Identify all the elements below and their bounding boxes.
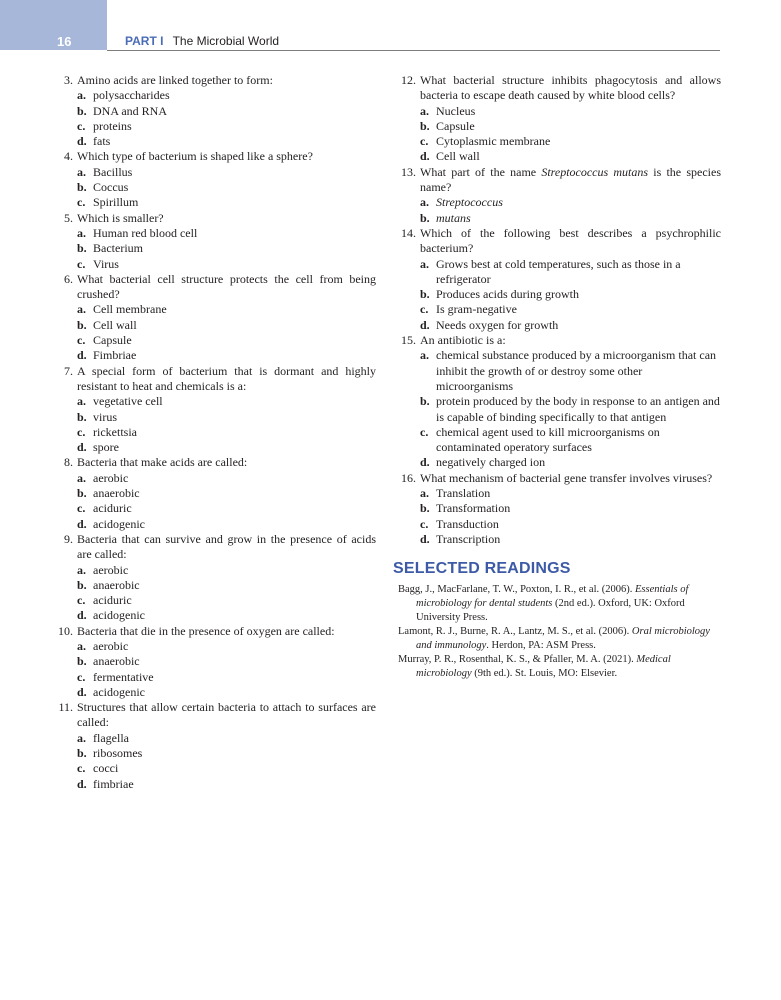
option-letter: c. xyxy=(420,516,429,531)
answer-option xyxy=(50,134,376,149)
reading-publisher: (2nd ed.). Oxford, UK: Oxford University Press. xyxy=(416,597,685,623)
answer-option xyxy=(393,501,721,516)
answer-option xyxy=(50,88,376,103)
part-title: The Microbial World xyxy=(172,34,280,48)
answer-option xyxy=(50,486,376,501)
answer-option xyxy=(393,134,721,149)
question-number: 12. xyxy=(401,73,416,87)
option-text: chemical agent used to kill microorganisms on contaminated operatory surfaces xyxy=(436,424,660,455)
option-text: rickettsia xyxy=(93,424,137,439)
answer-option xyxy=(393,104,721,119)
running-head xyxy=(125,34,279,48)
question-text: Structures that allow certain bacteria to attach to surfaces are called: xyxy=(77,700,376,730)
question-number: 14. xyxy=(401,225,416,240)
answer-option xyxy=(393,394,721,425)
answer-option xyxy=(50,639,376,654)
answer-option xyxy=(50,731,376,746)
option-letter: a. xyxy=(77,394,86,409)
answer-option xyxy=(50,104,376,119)
answer-option xyxy=(393,211,721,226)
option-letter: a. xyxy=(420,195,429,210)
option-text: DNA and RNA xyxy=(93,103,167,118)
option-letter: d. xyxy=(77,776,87,791)
option-letter: a. xyxy=(420,256,429,271)
answer-option xyxy=(393,348,721,394)
answer-option xyxy=(50,165,376,180)
option-letter: a. xyxy=(77,302,86,317)
option-letter: b. xyxy=(420,394,430,409)
question-text: What part of the name xyxy=(420,164,542,179)
answer-option xyxy=(50,578,376,593)
question xyxy=(50,272,376,303)
option-text: cocci xyxy=(93,761,119,776)
answer-option xyxy=(50,257,376,272)
answer-option xyxy=(50,440,376,455)
option-letter: a. xyxy=(77,562,86,577)
answer-option xyxy=(50,241,376,256)
question-text: Bacteria that die in the presence of oxygen are called: xyxy=(77,623,335,638)
question-number: 13. xyxy=(401,164,416,179)
answer-option xyxy=(50,746,376,761)
question-number: 8. xyxy=(64,455,73,470)
answer-option xyxy=(50,425,376,440)
reading-authors: Lamont, R. J., Burne, R. A., Lantz, M. S., et al. (2006). xyxy=(398,625,632,637)
option-text: Capsule xyxy=(436,118,475,133)
option-text: aerobic xyxy=(93,638,129,653)
question-text: An antibiotic is a: xyxy=(420,333,506,348)
answer-option xyxy=(50,608,376,623)
option-text: acidogenic xyxy=(93,684,145,699)
answer-option xyxy=(393,119,721,134)
question-number: 4. xyxy=(64,149,73,164)
answer-option xyxy=(393,455,721,470)
question-text: A special form of bacterium that is dormant and highly resistant to heat and chemicals is a: xyxy=(77,363,376,393)
option-letter: b. xyxy=(420,118,430,133)
reading-publisher: (9th ed.). St. Louis, MO: Elsevier. xyxy=(471,667,618,679)
option-text: aciduric xyxy=(93,501,132,516)
option-text: Produces acids during growth xyxy=(436,287,579,302)
page-number: 16 xyxy=(57,34,72,49)
reading-authors: Bagg, J., MacFarlane, T. W., Poxton, I. R., et al. (2006). xyxy=(398,583,635,595)
answer-option xyxy=(393,195,721,210)
option-letter: c. xyxy=(77,501,86,516)
reading-title: Medical microbiology xyxy=(416,653,671,679)
option-text: anaerobic xyxy=(93,577,140,592)
answer-option xyxy=(393,532,721,547)
question-number: 3. xyxy=(64,73,73,87)
question-number: 9. xyxy=(64,531,73,546)
option-letter: a. xyxy=(420,486,429,501)
option-letter: c. xyxy=(420,424,429,439)
option-text: Bacterium xyxy=(93,241,143,256)
question-text: Which of the following best describes a psychrophilic bacterium? xyxy=(420,225,721,256)
answer-option xyxy=(393,149,721,164)
option-letter: a. xyxy=(77,730,86,745)
option-letter: b. xyxy=(77,180,87,195)
reading-authors: Murray, P. R., Rosenthal, K. S., & Pfaller, M. A. (2021). xyxy=(398,653,637,665)
option-text: Is gram-negative xyxy=(436,302,517,317)
option-text: mutans xyxy=(436,210,471,225)
option-letter: b. xyxy=(420,287,430,302)
question-number: 6. xyxy=(64,271,73,286)
page-number-tab xyxy=(0,0,107,50)
option-letter: b. xyxy=(77,577,87,592)
option-letter: d. xyxy=(77,516,87,531)
answer-option xyxy=(50,318,376,333)
answer-option xyxy=(393,486,721,501)
question xyxy=(50,149,376,164)
question-number: 16. xyxy=(401,470,416,485)
answer-option xyxy=(393,257,721,288)
option-text: protein produced by the body in response to an antigen and is capable of binding specifically to that antigen xyxy=(436,394,720,424)
option-letter: a. xyxy=(77,470,86,485)
option-text: Coccus xyxy=(93,180,129,195)
option-text: Human red blood cell xyxy=(93,225,198,240)
option-text: acidogenic xyxy=(93,516,145,531)
answer-option xyxy=(393,425,721,456)
option-letter: b. xyxy=(77,486,87,501)
question-text: What bacterial structure inhibits phagocytosis and allows bacteria to escape death caused by white blood cells? xyxy=(420,73,721,103)
option-letter: d. xyxy=(420,317,430,332)
option-text: Transformation xyxy=(436,501,511,516)
option-letter: b. xyxy=(77,103,87,118)
option-letter: b. xyxy=(420,210,430,225)
option-letter: a. xyxy=(420,103,429,118)
option-text: Translation xyxy=(436,486,491,501)
answer-option xyxy=(50,777,376,792)
option-text: Cell wall xyxy=(436,149,480,164)
answer-option xyxy=(393,302,721,317)
question xyxy=(393,73,721,104)
option-letter: c. xyxy=(77,424,86,439)
option-text: aerobic xyxy=(93,562,129,577)
right-questions xyxy=(393,73,721,547)
option-text: Nucleus xyxy=(436,103,476,118)
option-text: aciduric xyxy=(93,593,132,608)
option-text: polysaccharides xyxy=(93,88,170,103)
option-letter: c. xyxy=(77,593,86,608)
answer-option xyxy=(50,501,376,516)
question xyxy=(50,364,376,395)
question xyxy=(50,455,376,470)
answer-option xyxy=(50,348,376,363)
question xyxy=(50,700,376,731)
answer-option xyxy=(50,302,376,317)
question xyxy=(50,532,376,563)
answer-option xyxy=(50,226,376,241)
reading-entry xyxy=(398,625,721,653)
answer-option xyxy=(50,471,376,486)
answer-option xyxy=(50,195,376,210)
option-letter: d. xyxy=(77,134,87,149)
question-number: 15. xyxy=(401,333,416,348)
question-number: 10. xyxy=(58,623,73,638)
answer-option xyxy=(50,410,376,425)
option-text: anaerobic xyxy=(93,486,140,501)
question xyxy=(393,226,721,257)
answer-option xyxy=(50,670,376,685)
option-text: Transcription xyxy=(436,531,501,546)
answer-option xyxy=(50,654,376,669)
left-column xyxy=(50,73,376,792)
reading-title: Oral microbiology and immunology xyxy=(416,625,710,651)
option-text: aerobic xyxy=(93,470,129,485)
option-letter: c. xyxy=(77,118,86,133)
question-text: What mechanism of bacterial gene transfer involves viruses? xyxy=(420,470,713,485)
option-text: chemical substance produced by a microorganism that can inhibit the growth of or destroy some other microorganisms xyxy=(436,348,717,393)
question xyxy=(50,73,376,88)
answer-option xyxy=(50,119,376,134)
question-text: Amino acids are linked together to form: xyxy=(77,73,273,87)
option-text: proteins xyxy=(93,118,132,133)
option-letter: c. xyxy=(77,761,86,776)
reading-entry xyxy=(398,583,721,625)
question-text: Which is smaller? xyxy=(77,210,164,225)
question xyxy=(393,333,721,348)
option-text: fermentative xyxy=(93,669,154,684)
reading-title: Essentials of microbiology for dental students xyxy=(416,583,689,609)
header-rule xyxy=(107,50,720,51)
option-letter: c. xyxy=(420,134,429,149)
question-number: 7. xyxy=(64,363,73,378)
option-text: fats xyxy=(93,134,111,149)
question xyxy=(50,624,376,639)
part-label: PART I xyxy=(125,34,164,48)
reading-entry xyxy=(398,653,721,681)
question xyxy=(393,165,721,196)
option-letter: d. xyxy=(420,455,430,470)
answer-option xyxy=(50,563,376,578)
answer-option xyxy=(50,517,376,532)
option-text: Cell membrane xyxy=(93,302,167,317)
option-letter: c. xyxy=(77,256,86,271)
option-letter: d. xyxy=(420,531,430,546)
reading-publisher: . Herdon, PA: ASM Press. xyxy=(486,639,596,651)
option-text: Transduction xyxy=(436,516,499,531)
question-text: Bacteria that make acids are called: xyxy=(77,455,248,470)
readings-list xyxy=(393,583,721,681)
option-letter: d. xyxy=(77,440,87,455)
option-text: Spirillum xyxy=(93,195,139,210)
option-text: negatively charged ion xyxy=(436,455,546,470)
option-letter: a. xyxy=(77,638,86,653)
option-text: Grows best at cold temperatures, such as those in a refrigerator xyxy=(436,256,681,286)
option-text: Cytoplasmic membrane xyxy=(436,134,551,149)
option-text: Streptococcus xyxy=(436,195,503,210)
question-number: 5. xyxy=(64,210,73,225)
option-text: flagella xyxy=(93,730,129,745)
answer-option xyxy=(50,394,376,409)
option-text: acidogenic xyxy=(93,608,145,623)
option-text: Cell wall xyxy=(93,317,137,332)
option-letter: c. xyxy=(77,669,86,684)
answer-option xyxy=(393,318,721,333)
option-letter: a. xyxy=(77,164,86,179)
question-number: 11. xyxy=(58,700,73,715)
option-letter: d. xyxy=(420,149,430,164)
option-letter: c. xyxy=(77,333,86,348)
option-letter: a. xyxy=(77,225,86,240)
option-text: Bacillus xyxy=(93,164,133,179)
option-text: Virus xyxy=(93,256,119,271)
answer-option xyxy=(50,593,376,608)
option-letter: b. xyxy=(77,317,87,332)
option-letter: a. xyxy=(420,348,429,363)
question xyxy=(50,211,376,226)
option-letter: c. xyxy=(77,195,86,210)
option-text: ribosomes xyxy=(93,746,143,761)
question-text: Which type of bacterium is shaped like a sphere? xyxy=(77,149,313,164)
option-letter: b. xyxy=(77,654,87,669)
option-letter: b. xyxy=(420,501,430,516)
option-text: Capsule xyxy=(93,333,132,348)
option-letter: d. xyxy=(77,684,87,699)
answer-option xyxy=(50,333,376,348)
answer-option xyxy=(50,180,376,195)
right-column xyxy=(393,73,721,681)
option-text: vegetative cell xyxy=(93,394,163,409)
option-text: Needs oxygen for growth xyxy=(436,317,559,332)
option-text: anaerobic xyxy=(93,654,140,669)
option-text: virus xyxy=(93,409,117,424)
question-text-italic: Streptococcus mutans xyxy=(541,164,649,179)
option-text: Fimbriae xyxy=(93,348,137,363)
answer-option xyxy=(50,685,376,700)
option-letter: c. xyxy=(420,302,429,317)
option-letter: b. xyxy=(77,746,87,761)
option-letter: d. xyxy=(77,608,87,623)
question-text: What bacterial cell structure protects the cell from being crushed? xyxy=(77,271,376,302)
option-letter: a. xyxy=(77,88,86,103)
option-letter: b. xyxy=(77,241,87,256)
option-text: spore xyxy=(93,440,119,455)
option-text: fimbriae xyxy=(93,776,134,791)
answer-option xyxy=(393,517,721,532)
selected-readings-title: SELECTED READINGS xyxy=(393,560,571,578)
question-text: Bacteria that can survive and grow in the presence of acids are called: xyxy=(77,531,376,562)
answer-option xyxy=(393,287,721,302)
question xyxy=(393,471,721,486)
option-letter: b. xyxy=(77,409,87,424)
option-letter: d. xyxy=(77,348,87,363)
answer-option xyxy=(50,761,376,776)
question-text: is the species name? xyxy=(420,164,721,195)
